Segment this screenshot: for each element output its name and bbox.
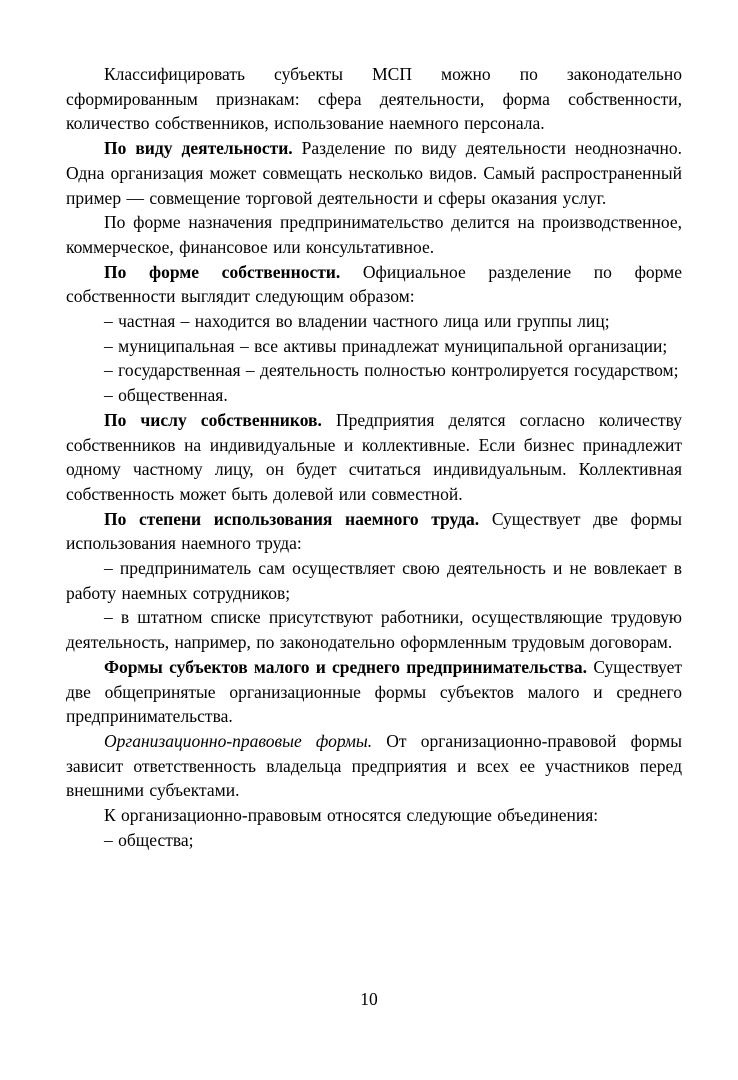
paragraph: [66, 507, 682, 556]
bold-heading-run: По числу собственников.: [104, 409, 336, 430]
text-run: Существует две формы использования наемного труда:: [66, 508, 682, 554]
paragraph: [66, 210, 682, 259]
text-run: – общественная.: [104, 385, 228, 406]
text-run: Предприятия делятся согласно количеству собственников на индивидуальные и коллективные. Если бизнес принадлежит одному частному лицу, он будет считаться индивидуальным. Коллективная собственность может быть долевой или совместной.: [66, 409, 682, 504]
italic-heading-run: Организационно-правовые формы.: [104, 730, 387, 751]
text-run: – общества;: [104, 829, 194, 850]
paragraph: [66, 62, 682, 136]
text-run: – муниципальная – все активы принадлежат муниципальной организации;: [104, 335, 668, 356]
paragraph: [66, 828, 682, 853]
paragraph: [66, 334, 682, 359]
paragraph: [66, 655, 682, 729]
text-run: Разделение по виду деятельности неоднозначно. Одна организация может совмещать несколько видов. Самый распространенный пример — совмещение торговой деятельности и сферы оказания услуг.: [66, 138, 682, 208]
text-run: От организационно-правовой формы зависит ответственность владельца предприятия и всех ее участников перед внешними субъектами.: [66, 730, 682, 801]
paragraph: [66, 260, 682, 309]
paragraph: [66, 605, 682, 654]
text-run: – предприниматель сам осуществляет свою деятельность и не вовлекает в работу наемных сотрудников;: [66, 558, 682, 603]
page-content: [66, 62, 682, 853]
text-run: – в штатном списке присутствуют работники, осуществляющие трудовую деятельность, например, по законодательно оформленным трудовым договорам.: [66, 607, 682, 653]
paragraph: [66, 383, 682, 408]
paragraph: [66, 408, 682, 507]
page-number: 10: [360, 989, 378, 1009]
text-run: Классифицировать субъекты МСП можно по законодательно сформированным признакам: сфера деятельности, форма собственности, количество собственников, использование наемного персонала.: [66, 64, 682, 134]
text-run: К организационно-правовым относятся следующие объединения:: [104, 805, 599, 826]
paragraph: [66, 358, 682, 383]
paragraph: [66, 136, 682, 210]
text-run: – государственная – деятельность полностью контролируется государством;: [104, 360, 679, 381]
text-run: – частная – находится во владении частного лица или группы лиц;: [104, 311, 610, 332]
bold-heading-run: По степени использования наемного труда.: [104, 508, 492, 529]
text-run: Официальное разделение по форме собственности выглядит следующим образом:: [66, 261, 682, 307]
paragraph: [66, 729, 682, 803]
paragraph: [66, 309, 682, 334]
text-run: Существует две общепринятые организационные формы субъектов малого и среднего предпринимательства.: [66, 656, 682, 727]
text-run: По форме назначения предпринимательство делится на производственное, коммерческое, финансовое или консультативное.: [66, 212, 682, 257]
bold-heading-run: По виду деятельности.: [104, 138, 302, 159]
paragraph: [66, 556, 682, 605]
paragraph: [66, 803, 682, 828]
bold-heading-run: По форме собственности.: [104, 261, 363, 282]
bold-heading-run: Формы субъектов малого и среднего предпринимательства.: [104, 656, 594, 677]
